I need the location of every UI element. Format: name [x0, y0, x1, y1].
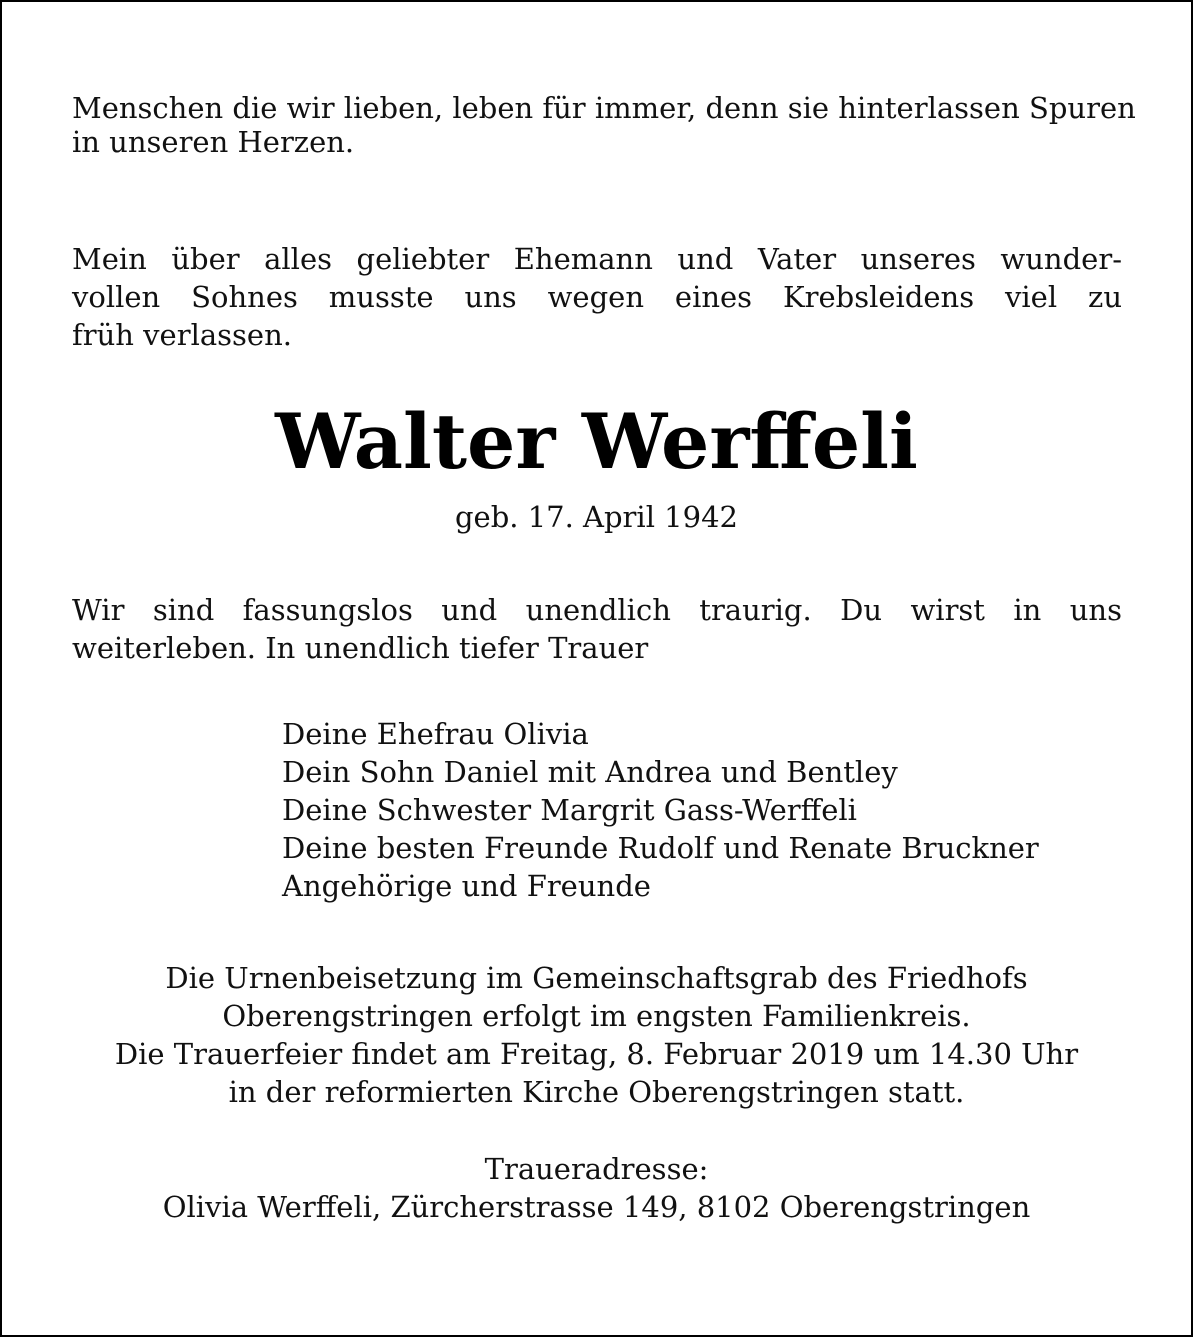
- mourner-entry: Angehörige und Freunde: [282, 869, 651, 903]
- mourning-address: [2, 1150, 1191, 1226]
- mourners-list: [282, 715, 1039, 905]
- motto-quote: [72, 91, 1136, 159]
- funeral-line-4: in der reformierten Kirche Oberengstringen statt.: [228, 1075, 965, 1109]
- intro-line-2: vollen Sohnes musste uns wegen eines Krebsleidens viel zu: [72, 280, 1122, 314]
- address-label: Traueradresse:: [484, 1152, 709, 1186]
- mourner-entry: Deine Ehefrau Olivia: [282, 717, 589, 751]
- sorrow-line-1: Wir sind fassungslos und unendlich traurig. Du wirst in uns: [72, 593, 1122, 627]
- funeral-line-3: Die Trauerfeier findet am Freitag, 8. Februar 2019 um 14.30 Uhr: [114, 1037, 1079, 1071]
- motto-line-2: in unseren Herzen.: [72, 125, 355, 159]
- sorrow-line-2: weiterleben. In unendlich tiefer Trauer: [72, 631, 649, 665]
- mourner-entry: Deine Schwester Margrit Gass-Werffeli: [282, 793, 857, 827]
- address-value: Olivia Werffeli, Zürcherstrasse 149, 8102 Oberengstringen: [162, 1190, 1031, 1224]
- intro-paragraph: [72, 240, 1122, 354]
- funeral-info: [2, 959, 1191, 1111]
- sorrow-paragraph: [72, 591, 1122, 667]
- motto-line-1: Menschen die wir lieben, leben für immer, denn sie hinterlassen Spuren: [72, 91, 1136, 125]
- funeral-line-1: Die Urnenbeisetzung im Gemeinschaftsgrab des Friedhofs: [165, 961, 1028, 995]
- mourner-entry: Dein Sohn Daniel mit Andrea und Bentley: [282, 755, 898, 789]
- birth-date: geb. 17. April 1942: [454, 500, 738, 534]
- mourner-entry: Deine besten Freunde Rudolf und Renate Bruckner: [282, 831, 1039, 865]
- intro-line-1: Mein über alles geliebter Ehemann und Vater unseres wunder-: [72, 242, 1122, 276]
- funeral-line-2: Oberengstringen erfolgt im engsten Familienkreis.: [222, 999, 971, 1033]
- intro-line-3: früh verlassen.: [72, 318, 292, 352]
- deceased-name: Walter Werffeli: [275, 397, 918, 486]
